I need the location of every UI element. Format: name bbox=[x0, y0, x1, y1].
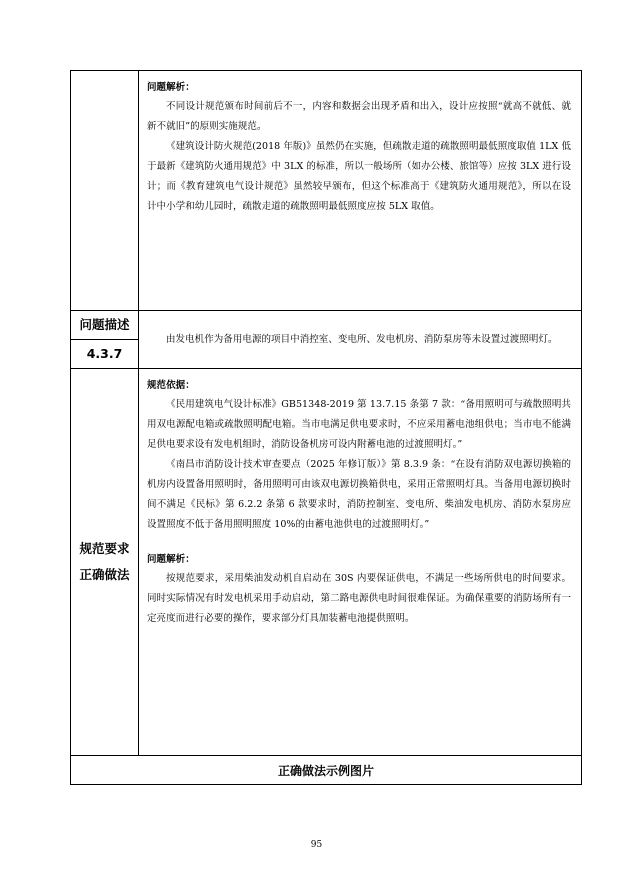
example-images-row bbox=[71, 756, 582, 785]
correct-practice-label-line1: 规范要求 bbox=[79, 541, 130, 556]
correct-practice-label-cell bbox=[71, 369, 139, 756]
spacer bbox=[147, 535, 571, 551]
problem-label-cell bbox=[71, 311, 139, 369]
analysis-paragraph: 按规范要求，采用柴油发动机自启动在 30S 内要保证供电，不满足一些场所供电的时间要求。同时实际情况有时发电机采用手动启动，第二路电源供电时间很难保证。为确保重要的消防场所有一定亮度而进行必要的操作，要求部分灯具加装蓄电池提供照明。 bbox=[147, 573, 571, 624]
analysis-row bbox=[71, 71, 582, 311]
page-number: 95 bbox=[310, 840, 323, 850]
code-review-table bbox=[70, 70, 582, 785]
analysis-content-cell bbox=[139, 71, 582, 311]
example-images-title: 正确做法示例图片 bbox=[71, 756, 582, 785]
analysis-heading: 问题解析： bbox=[147, 554, 195, 565]
analysis-row-label-cell bbox=[71, 71, 139, 311]
problem-description: 由发电机作为备用电源的项目中消控室、变电所、发电机房、消防泵房等未设置过渡照明灯。 bbox=[166, 333, 558, 345]
analysis-paragraph: 不同设计规范颁布时间前后不一，内容和数据会出现矛盾和出入，设计应按照“就高不就低、就新不就旧”的原则实施规范。 bbox=[147, 101, 571, 132]
analysis-paragraph: 《建筑设计防火规范(2018 年版)》虽然仍在实施，但疏散走道的疏散照明最低照度取值 1LX 低于最新《建筑防火通用规范》中 3LX 的标准，所以一般场所（如办公楼、旅馆等）应按 3LX 进行设计；而《教育建筑电气设计规范》虽然较早颁布，但这个标准高于《建筑防火通用规范》，所以在设计中小学和幼儿园时，疏散走道的疏散照明最低照度应按 5LX 取值。 bbox=[147, 141, 571, 212]
basis-heading: 规范依据： bbox=[147, 380, 195, 391]
problem-code: 4.3.7 bbox=[86, 346, 123, 361]
problem-row bbox=[71, 311, 582, 369]
basis-paragraph: 《南昌市消防设计技术审查要点（2025 年修订版）》第 8.3.9 条：“在设有消防双电源切换箱的机房内设置备用照明时，备用照明可由该双电源切换箱供电，采用正常照明灯具。当备用电源切换时间不满足《民标》第 6.2.2 条第 6 款要求时，消防控制室、变电所、柴油发电机房、消防水泵房应设置照度不低于备用照明照度 10%的由蓄电池供电的过渡照明灯。” bbox=[147, 459, 571, 530]
problem-description-cell bbox=[139, 311, 582, 369]
basis-paragraph: 《民用建筑电气设计标准》GB51348-2019 第 13.7.15 条第 7 款：“备用照明可与疏散照明共用双电源配电箱或疏散照明配电箱。当市电满足供电要求时，不应采用蓄电池组供电；当市电不能满足供电要求设有发电机组时，消防设备机房可设内附蓄电池的过渡照明灯。” bbox=[147, 399, 571, 450]
correct-practice-label-line2: 正确做法 bbox=[79, 567, 130, 582]
problem-label: 问题描述 bbox=[71, 311, 138, 340]
analysis-heading: 问题解析： bbox=[147, 82, 195, 93]
correct-practice-content-cell bbox=[139, 369, 582, 756]
correct-practice-row bbox=[71, 369, 582, 756]
